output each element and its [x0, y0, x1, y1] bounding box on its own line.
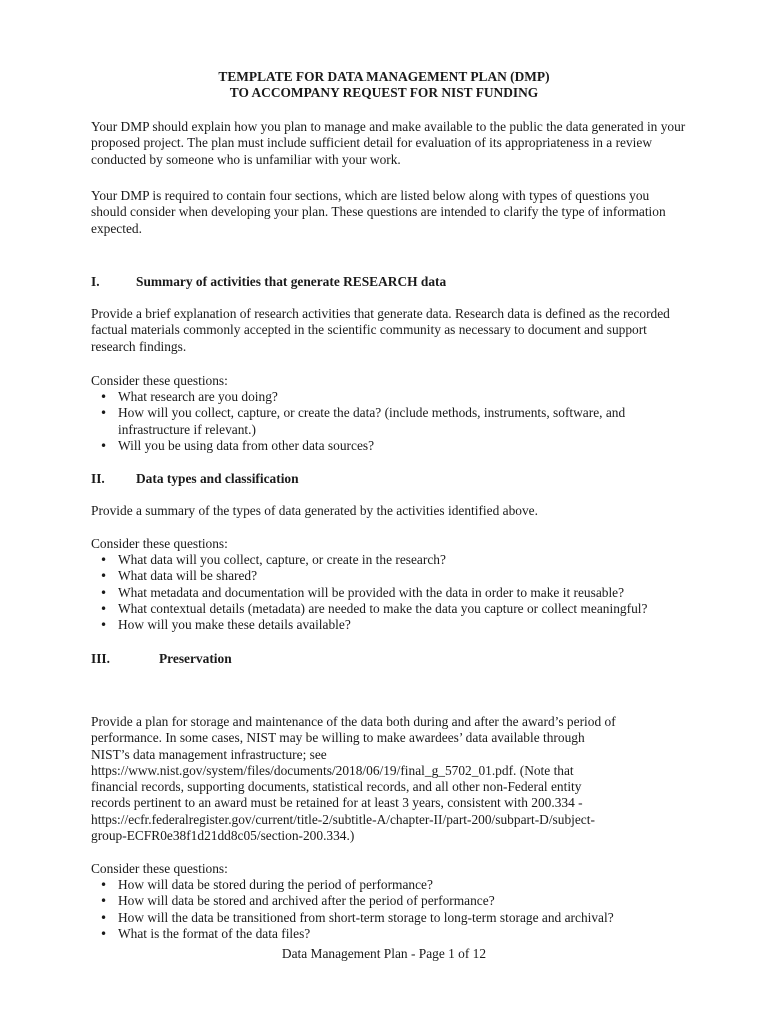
section-3-body-line: financial records, supporting documents, statistical records, and all other non-Federal entity	[91, 779, 582, 795]
list-item: • What contextual details (metadata) are needed to make the data you capture or collect meaningful?	[91, 601, 711, 617]
title-line-1: TEMPLATE FOR DATA MANAGEMENT PLAN (DMP)	[218, 69, 550, 84]
section-1-body: Provide a brief explanation of research activities that generate data. Research data is defined as the recorded factual materials commonly accepted in the scientific community as necessary to document and support research findings.	[91, 306, 670, 354]
list-item: • How will you make these details available?	[91, 617, 711, 633]
section-1-heading	[91, 274, 691, 290]
section-3-questions	[91, 877, 711, 942]
section-3-body-line: performance. In some cases, NIST may be willing to make awardees’ data available through	[91, 730, 585, 746]
section-2-heading	[91, 471, 691, 487]
section-3-body-line: https://ecfr.federalregister.gov/current/title-2/subtitle-A/chapter-II/part-200/subpart-D/subject-	[91, 811, 595, 827]
list-item: • How will data be stored during the period of performance?	[91, 877, 711, 893]
intro-paragraph-2: Your DMP is required to contain four sections, which are listed below along with types of questions you should consider when developing your plan. These questions are intended to clarify the type of information expected.	[91, 188, 666, 236]
section-3-body-line: group-ECFR0e38f1d21dd8c05/section-200.334.)	[91, 828, 355, 844]
page-footer: Data Management Plan - Page 1 of 12	[281, 946, 487, 961]
section-3-body-line: NIST’s data management infrastructure; see	[91, 746, 327, 762]
title-line-2: TO ACCOMPANY REQUEST FOR NIST FUNDING	[229, 85, 539, 101]
intro-paragraph-1: Your DMP should explain how you plan to manage and make available to the public the data generated in your proposed project. The plan must include sufficient detail for evaluation of its appropriateness in a review conducted by someone who is unfamiliar with your work.	[91, 119, 686, 167]
section-3-body-line: records pertinent to an award must be retained for at least 3 years, consistent with 200.334 -	[91, 795, 583, 811]
document-title	[91, 69, 677, 102]
section-1-title: Summary of activities that generate RESEARCH data	[136, 274, 447, 289]
list-item: • What data will be shared?	[91, 568, 711, 584]
list-item: • What data will you collect, capture, or create in the research?	[91, 552, 711, 568]
section-1-questions	[91, 389, 666, 454]
list-item: • How will the data be transitioned from short-term storage to long-term storage and archival?	[91, 910, 711, 926]
list-item: • How will data be stored and archived after the period of performance?	[91, 893, 711, 909]
section-3-title: Preservation	[159, 651, 232, 666]
section-3-body-line: https://www.nist.gov/system/files/documents/2018/06/19/final_g_5702_01.pdf. (Note that	[91, 762, 574, 778]
list-item: • What research are you doing?	[91, 389, 666, 405]
section-3-heading	[91, 651, 691, 667]
section-3-body-line: Provide a plan for storage and maintenance of the data both during and after the award’s period of	[91, 714, 616, 729]
section-1-consider: Consider these questions:	[91, 373, 228, 388]
section-3-body	[91, 714, 711, 844]
list-item: • What metadata and documentation will be provided with the data in order to make it reusable?	[91, 585, 711, 601]
section-2-title: Data types and classification	[136, 471, 299, 486]
section-2-body: Provide a summary of the types of data generated by the activities identified above.	[91, 503, 538, 518]
section-3-number: III.	[91, 651, 110, 666]
section-2-consider: Consider these questions:	[91, 536, 228, 551]
section-2-questions	[91, 552, 711, 633]
section-3-consider: Consider these questions:	[91, 861, 228, 876]
section-2-number: II.	[91, 471, 105, 486]
list-item: • How will you collect, capture, or create the data? (include methods, instruments, software, and infrastructure if relevant.)	[91, 405, 666, 438]
list-item: • Will you be using data from other data sources?	[91, 438, 666, 454]
list-item: • What is the format of the data files?	[91, 926, 711, 942]
section-1-number: I.	[91, 274, 100, 289]
